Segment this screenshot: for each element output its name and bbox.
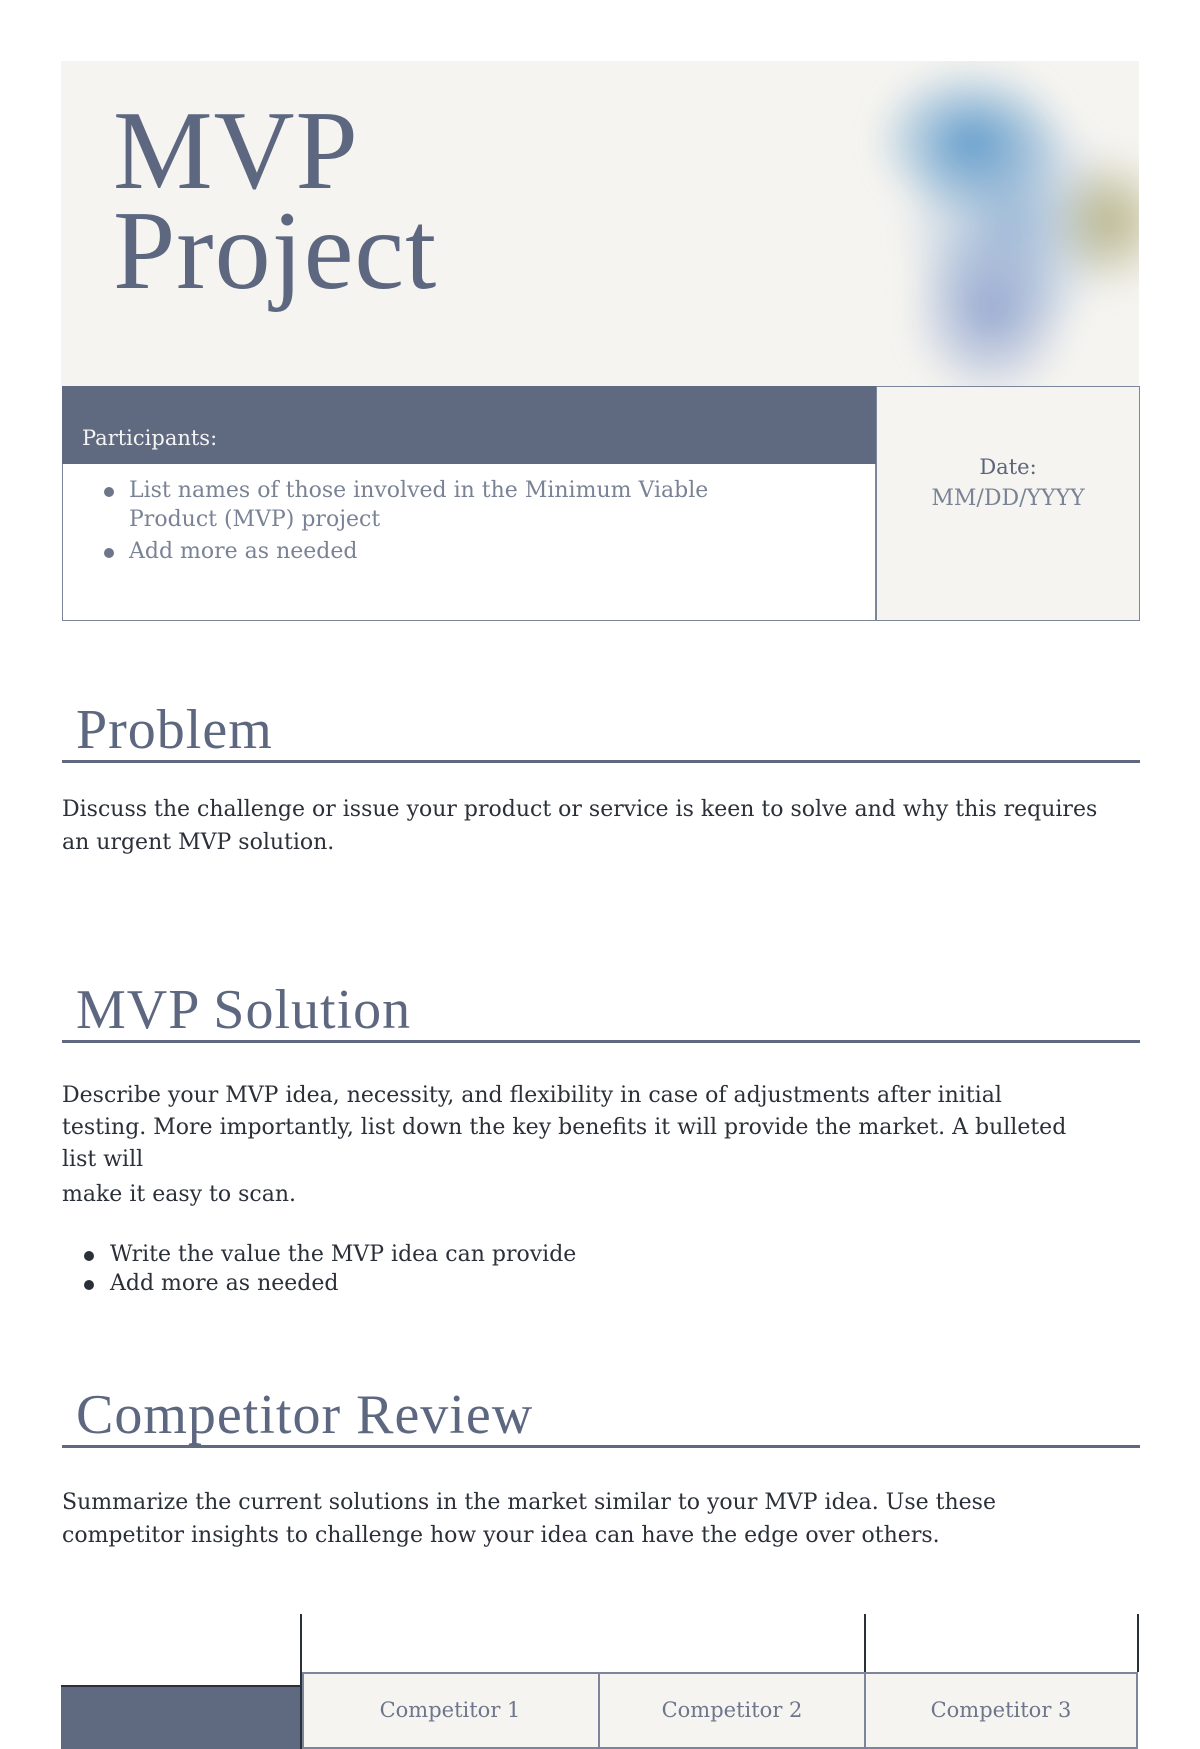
date-label: Date: xyxy=(979,455,1037,479)
solution-text-line-2: make it easy to scan. xyxy=(62,1182,297,1207)
participant-item[interactable]: Add more as needed xyxy=(129,537,875,566)
solution-text xyxy=(62,1080,1072,1209)
competitor-review-heading: Competitor Review xyxy=(62,1385,1140,1448)
competitor-column-header[interactable]: Competitor 2 xyxy=(661,1697,803,1722)
participants-header xyxy=(62,386,876,464)
hero-banner xyxy=(61,61,1139,386)
competitor-column-header[interactable]: Competitor 3 xyxy=(930,1697,1072,1722)
participants-list-box[interactable] xyxy=(62,464,876,621)
table-divider xyxy=(1137,1614,1139,1672)
table-row-header-cell xyxy=(61,1687,301,1749)
solution-bullets xyxy=(62,1240,1110,1298)
solution-heading: MVP Solution xyxy=(62,980,1140,1043)
table-divider xyxy=(61,1685,302,1687)
page-title xyxy=(113,89,438,313)
solution-bullet-item[interactable]: Add more as needed xyxy=(110,1269,1110,1298)
date-value[interactable]: MM/DD/YYYY xyxy=(931,486,1085,511)
table-divider xyxy=(864,1614,866,1672)
competitor-column-header[interactable]: Competitor 1 xyxy=(379,1697,521,1722)
title-line-1: MVP xyxy=(113,89,359,213)
problem-text-line-1: Discuss the challenge or issue your product or service is keen to solve and why this requires xyxy=(62,797,1098,822)
participants-label: Participants: xyxy=(82,426,218,450)
solution-text-line-1: Describe your MVP idea, necessity, and flexibility in case of adjustments after initial testing. More importantly, list down the key benefits it will provide the market. A bulleted list will xyxy=(62,1083,1067,1172)
problem-text xyxy=(62,795,1122,857)
title-line-2: Project xyxy=(113,189,438,313)
competitor-review-text: Summarize the current solutions in the market similar to your MVP idea. Use these competitor insights to challenge how your idea can have the edge over others. xyxy=(62,1490,996,1548)
participants-list xyxy=(63,464,875,566)
participant-item[interactable]: List names of those involved in the Minimum Viable Product (MVP) project xyxy=(129,476,749,534)
abstract-gradient-art xyxy=(781,61,1139,386)
problem-text-line-2: an urgent MVP solution. xyxy=(62,830,335,855)
problem-heading: Problem xyxy=(62,700,1140,763)
solution-bullet-item[interactable]: Write the value the MVP idea can provide xyxy=(110,1240,1110,1269)
date-box xyxy=(876,386,1140,621)
